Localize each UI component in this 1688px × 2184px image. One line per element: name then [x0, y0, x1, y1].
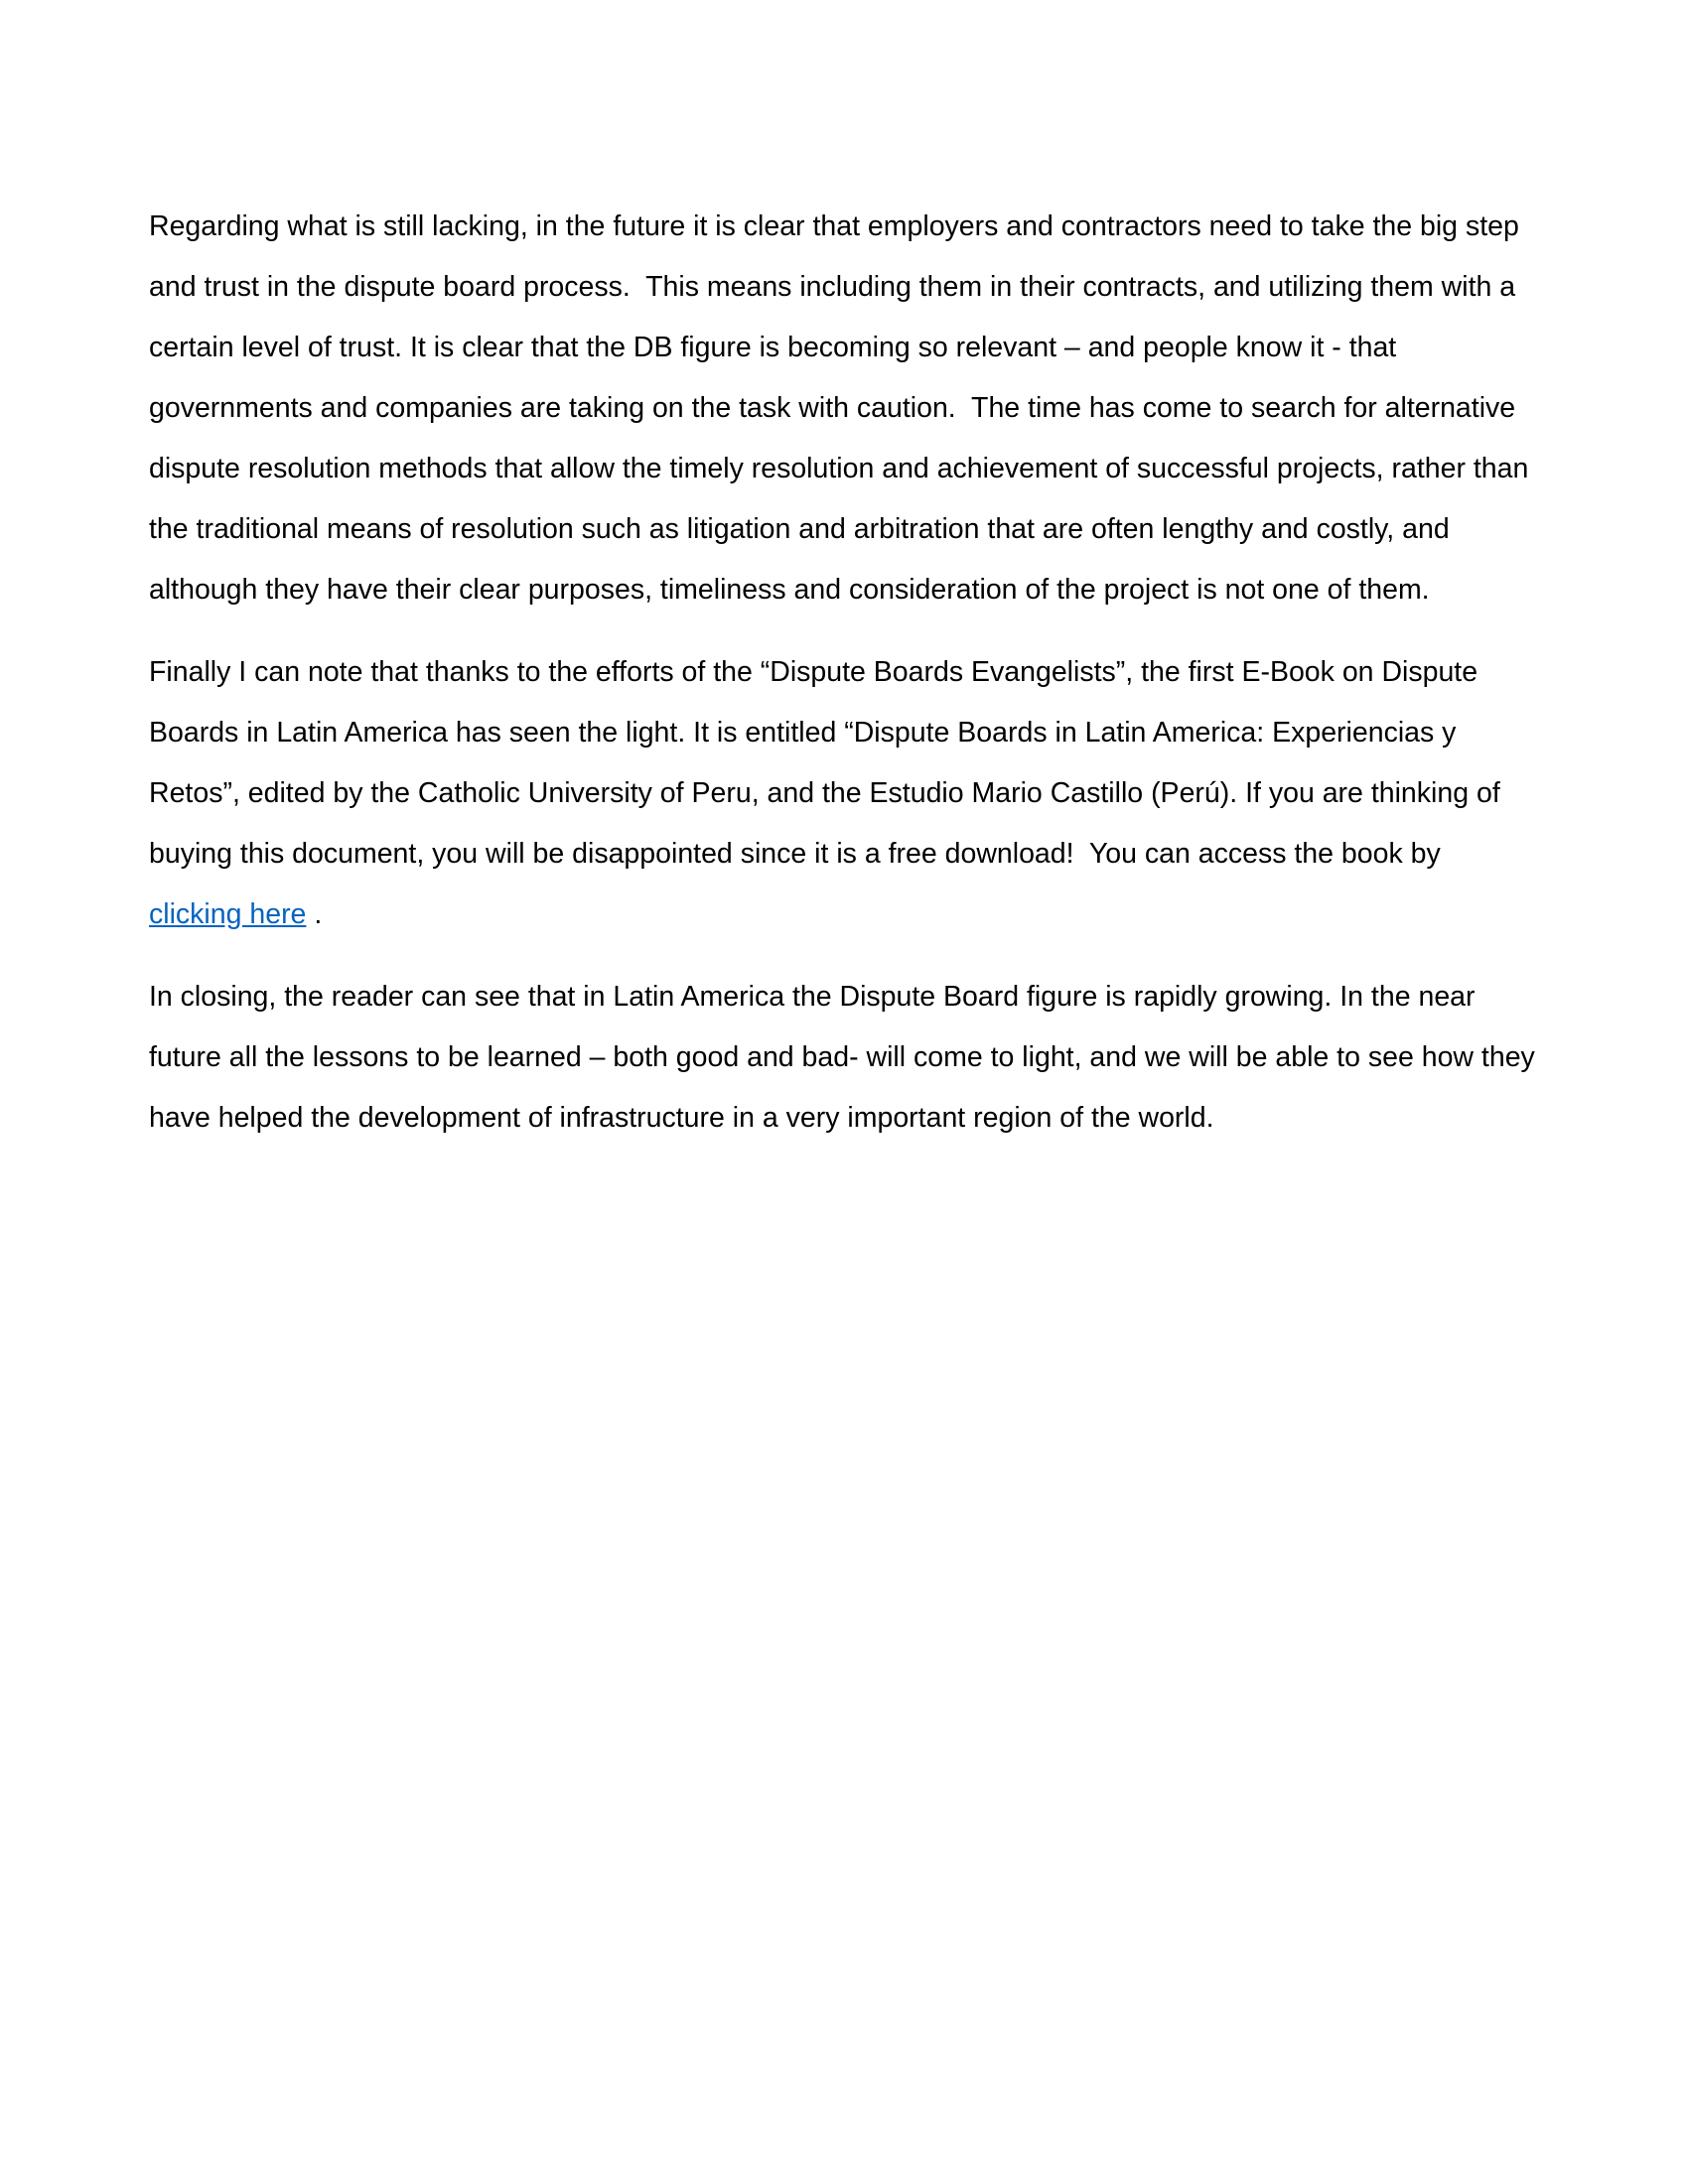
paragraph-text: In closing, the reader can see that in Latin America the Dispute Board figure is rapidly growing. In the near future all the lessons to be learned – both good and bad- will come to light, and we will be able to see how they have helped the development of infrastructure in a very important region of the world. [149, 981, 1543, 1134]
paragraph-closing [149, 967, 1543, 1149]
clicking-here-link[interactable]: clicking here [149, 898, 307, 930]
paragraph-text-end: . [306, 898, 323, 930]
document-body [149, 197, 1543, 1170]
paragraph-text: Regarding what is still lacking, in the future it is clear that employers and contractors need to take the big step and trust in the dispute board process. This means including them in their contracts, and utilizing them with a certain level of trust. It is clear that the DB figure is becoming so relevant – and people know it - that governments and companies are taking on the task with caution. The time has come to search for alternative dispute resolution methods that allow the timely resolution and achievement of successful projects, rather than the traditional means of resolution such as litigation and arbitration that are often lengthy and costly, and although they have their clear purposes, timeliness and consideration of the project is not one of them. [149, 210, 1537, 606]
paragraph-lacking [149, 197, 1539, 620]
paragraph-ebook [149, 642, 1539, 945]
paragraph-text: Finally I can note that thanks to the efforts of the “Dispute Boards Evangelists”, the first E-Book on Dispute Boards in Latin America has seen the light. It is entitled “Dispute Boards in Latin America: Experiencias y Retos”, edited by the Catholic University of Peru, and the Estudio Mario Castillo (Perú). If you are thinking of buying this document, you will be disappointed since it is a free download! You can access the book by [149, 656, 1508, 870]
